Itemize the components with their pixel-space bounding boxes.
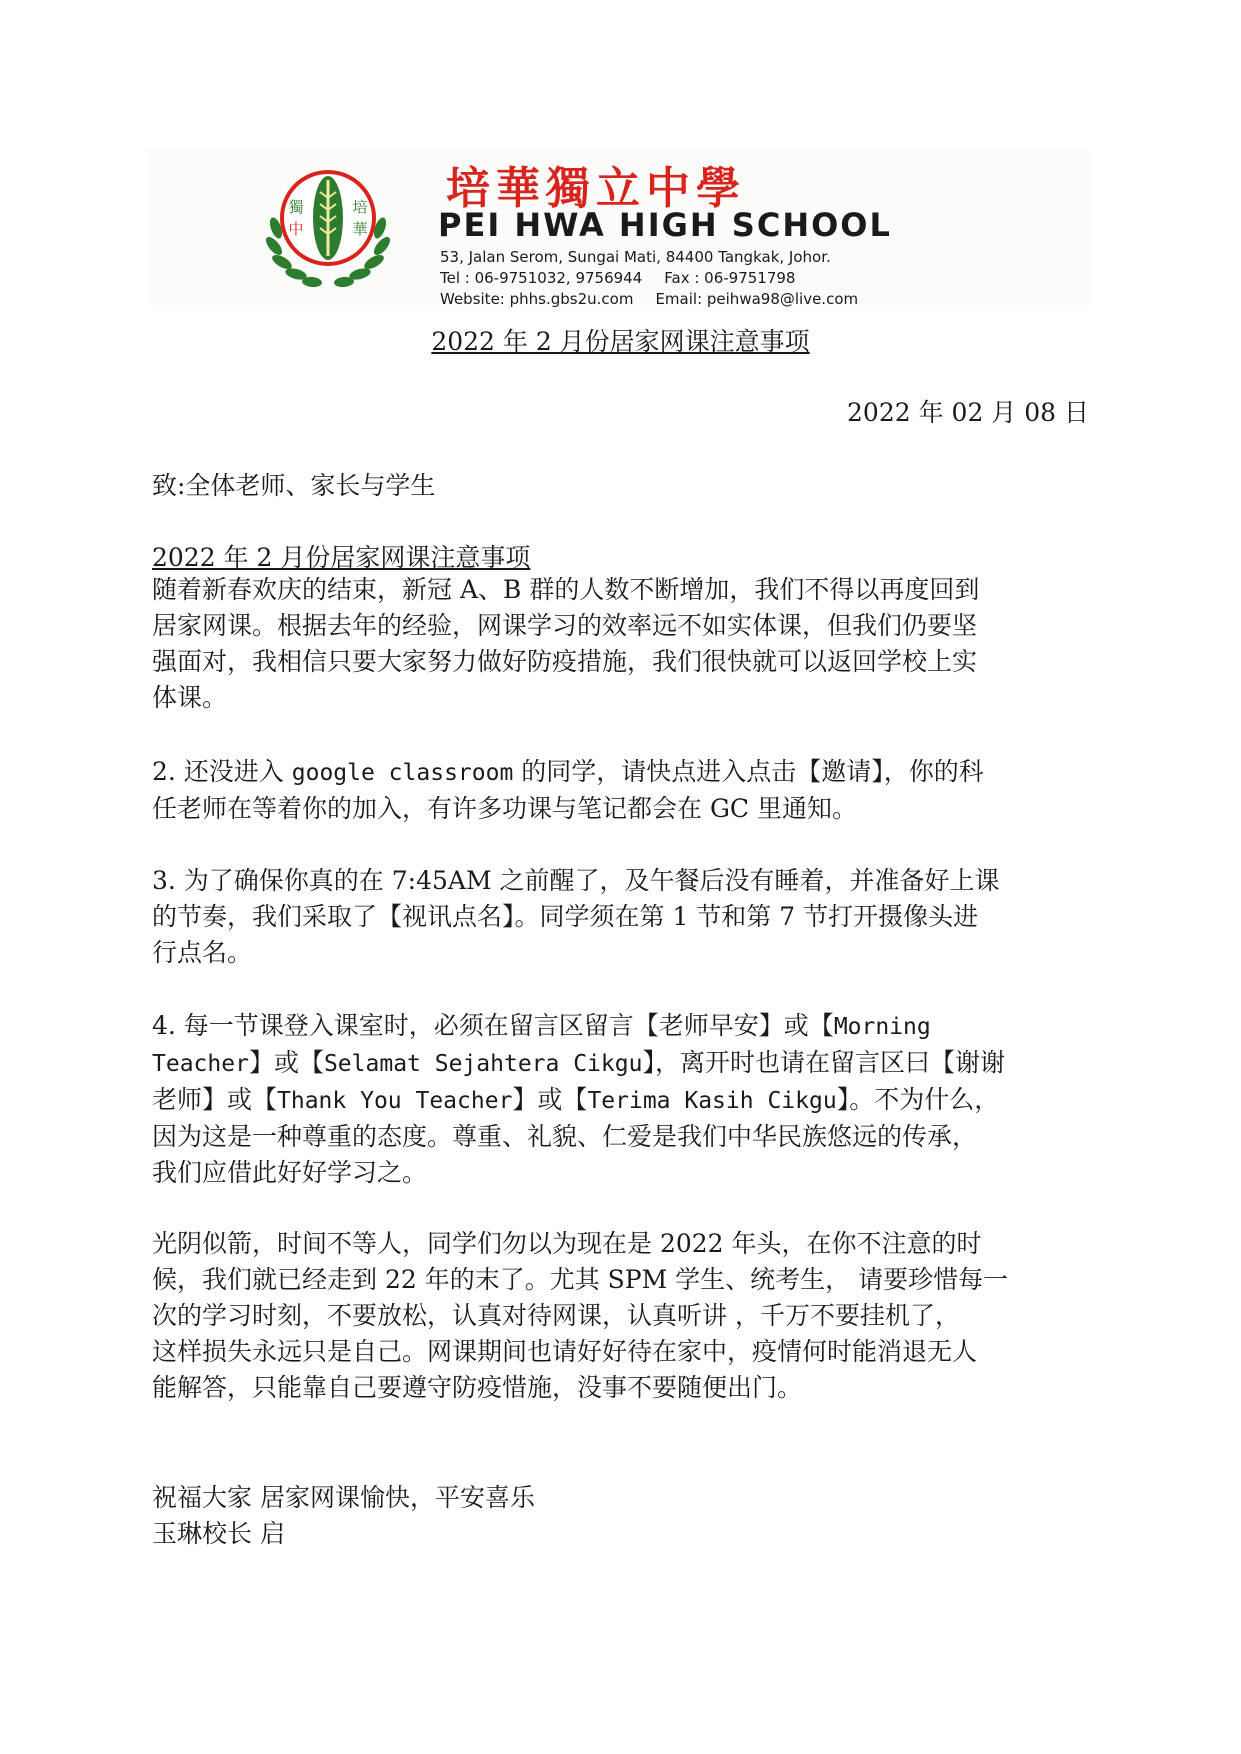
text-line: 光阴似箭，时间不等人，同学们勿以为现在是 2022 年头，在你不注意的时 [152,1229,982,1258]
letterhead [148,150,1091,308]
text-line: 3. 为了确保你真的在 7:45AM 之前醒了，及午餐后没有睡着，并准备好上课 [152,866,1000,895]
paragraph-point-4 [152,1008,1092,1191]
emblem-char: 培 [352,198,368,216]
closing-block [152,1480,535,1552]
text-line: 行点名。 [152,938,253,967]
document-date: 2022 年 02 月 08 日 [847,398,1089,427]
telephone: Tel : 06-9751032, 9756944 [440,269,643,287]
document-title: 2022 年 2 月份居家网课注意事项 [431,327,810,356]
text-line: 能解答，只能靠自己要遵守防疫惜施，没事不要随便出门。 [152,1373,803,1402]
school-name-chinese: 培華獨立中學 [446,163,746,214]
text-line: Teacher】或【Selamat Sejahtera Cikgu】，离开时也请在留言区曰【谢谢 [152,1048,1005,1077]
section-heading: 2022 年 2 月份居家网课注意事项 [152,543,531,572]
emblem-char: 華 [352,220,368,238]
recipient-line: 致:全体老师、家长与学生 [152,471,436,500]
school-address: 53, Jalan Serom, Sungai Mati, 84400 Tangkak, Johor. [440,248,831,266]
signature: 玉琳校长 启 [152,1519,285,1548]
fax: Fax : 06-9751798 [664,269,796,287]
text-line: 任老师在等着你的加入，有许多功课与笔记都会在 GC 里通知。 [152,794,857,823]
contact-phone-line [440,269,795,287]
paragraph-point-3 [152,863,1092,971]
text-line: 老师】或【Thank You Teacher】或【Terima Kasih Cikgu】。不为什么， [152,1085,1000,1114]
text-line: 体课。 [152,683,228,712]
text-line: 随着新春欢庆的结束，新冠 A、B 群的人数不断增加，我们不得以再度回到 [152,575,980,604]
text-line: 的节奏，我们采取了【视讯点名】。同学须在第 1 节和第 7 节打开摄像头进 [152,902,979,931]
contact-web-line [440,290,858,308]
school-emblem [258,158,398,298]
paragraph-point-2 [152,754,1092,827]
text-line: 因为这是一种尊重的态度。尊重、礼貌、仁爱是我们中华民族悠远的传承， [152,1122,978,1151]
school-name-english: PEI HWA HIGH SCHOOL [438,206,892,244]
emblem-char: 獨 [288,198,304,216]
text-line: 这样损失永远只是自己。网课期间也请好好待在家中，疫情何时能消退无人 [152,1337,978,1366]
email: Email: peihwa98@live.com [655,290,859,308]
text-line: 我们应借此好好学习之。 [152,1158,428,1187]
text-line: 居家网课。根据去年的经验，网课学习的效率远不如实体课，但我们仍要坚 [152,611,978,640]
text-line: 次的学习时刻，不要放松，认真对待网课，认真听讲 ，千万不要挂机了， [152,1301,960,1330]
emblem-char: 中 [288,220,304,238]
text-line: 候，我们就已经走到 22 年的末了。尤其 SPM 学生、统考生， 请要珍惜每一 [152,1265,1009,1294]
text-line: 2. 还没进入 google classroom 的同学，请快点进入点击【邀请】，你的科 [152,757,984,786]
text-line: 强面对，我相信只要大家努力做好防疫措施，我们很快就可以返回学校上实 [152,647,978,676]
website: Website: phhs.gbs2u.com [440,290,634,308]
text-line: 4. 每一节课登入课室时，必须在留言区留言【老师早安】或【Morning [152,1011,931,1040]
paragraph-conclusion [152,1226,1092,1406]
closing-wish: 祝福大家 居家网课愉快，平安喜乐 [152,1483,535,1512]
paragraph-intro [152,572,1092,716]
